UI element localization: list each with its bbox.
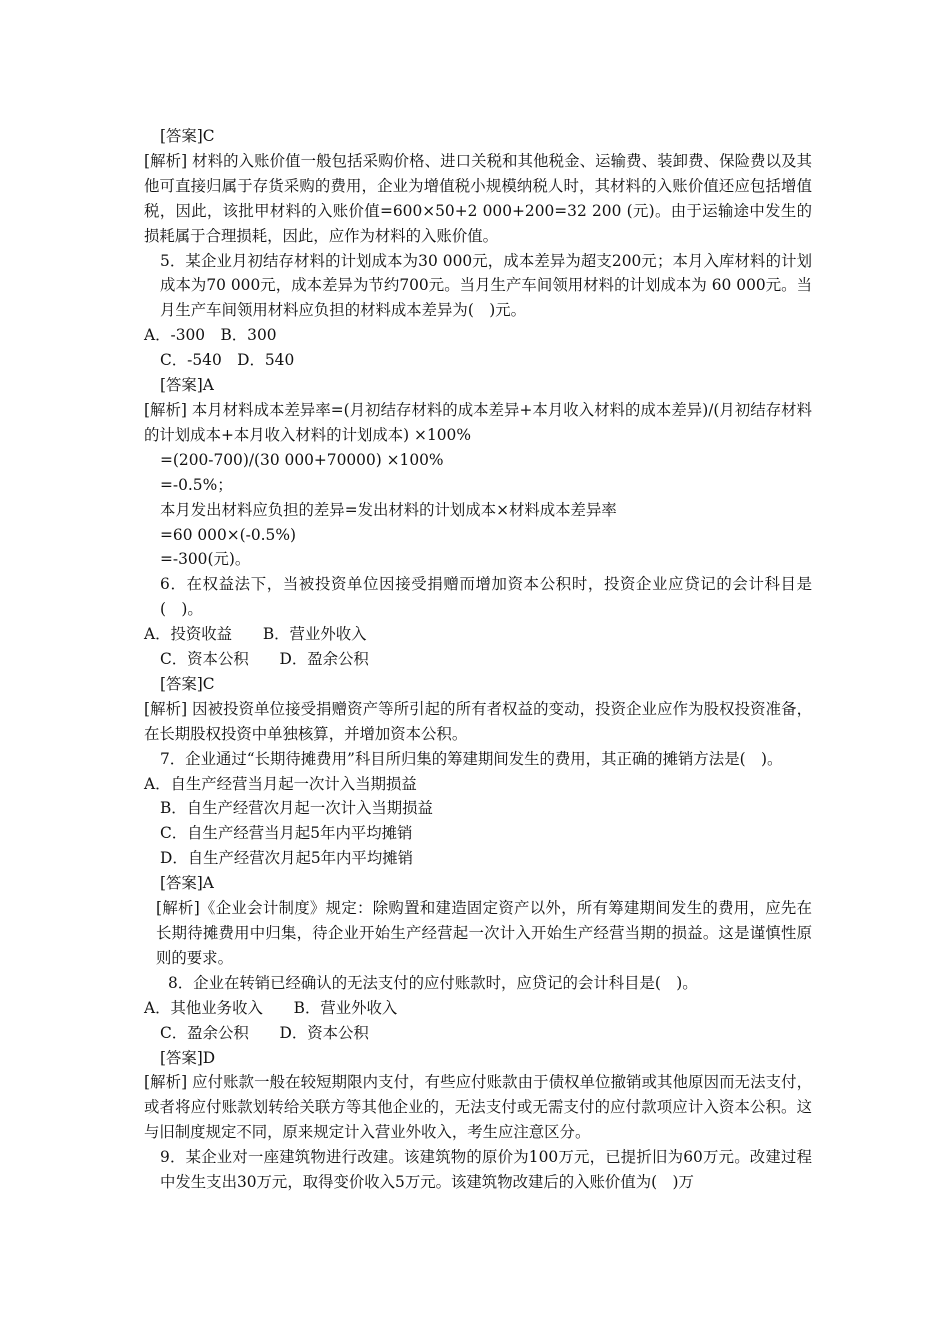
analysis-paragraph: [解析] 因被投资单位接受捐赠资产等所引起的所有者权益的变动，投资企业应作为股权投资准备，在长期股权投资中单独核算，并增加资本公积。 [144,699,812,743]
question-9: 9．某企业对一座建筑物进行改建。该建筑物的原价为100万元，已提折旧为60万元。改建过程中发生支出30万元，取得变价收入5万元。该建筑物改建后的入账价值为( )万 [160,1148,812,1192]
analysis-paragraph: [解析]《企业会计制度》规定：除购置和建造固定资产以外，所有筹建期间发生的费用，应先在长期待摊费用中归集，待企业开始生产经营起一次计入开始生产经营当期的损益。这是谨慎性原则的要求。 [156,899,812,967]
analysis-paragraph: [解析] 材料的入账价值一般包括采购价格、进口关税和其他税金、运输费、装卸费、保险费以及其他可直接归属于存货采购的费用，企业为增值税小规模纳税人时，其材料的入账价值还应包括增值税，因此，该批甲材料的入账价值=600×50+2 000+200=32 200 (元)。由于运输途中发生的损耗属于合理损耗，因此，应作为材料的入账价值。 [144,151,812,245]
option-line: C．盈余公积 D．资本公积 [160,1023,369,1042]
answer-label: [答案]A [160,874,214,893]
answer-label: [答案]A [160,376,214,395]
analysis-paragraph: [解析] 本月材料成本差异率=(月初结存材料的成本差异+本月收入材料的成本差异)/(月初结存材料的计划成本+本月收入材料的计划成本) ×100% [144,400,812,444]
document-page [144,124,812,1195]
analysis-paragraph: [解析] 应付账款一般在较短期限内支付，有些应付账款由于债权单位撤销或其他原因而无法支付，或者将应付账款划转给关联方等其他企业的，无法支付或无需支付的应付款项应计入资本公积。这与旧制度规定不同，原来规定计入营业外收入，考生应注意区分。 [144,1073,812,1142]
formula-line: =60 000×(-0.5%) [160,525,296,544]
option-line: C．自生产经营当月起5年内平均摊销 [160,824,413,843]
question-8: 8．企业在转销已经确认的无法支付的应付账款时，应贷记的会计科目是( )。 [168,973,698,992]
option-line: A．-300 B．300 [144,326,277,345]
formula-line: =-0.5%； [160,475,233,494]
option-line: B．自生产经营次月起一次计入当期损益 [160,799,433,818]
formula-line: =-300(元)。 [160,550,251,569]
answer-label: [答案]C [160,127,215,145]
option-line: C．-540 D．540 [160,351,295,370]
formula-line: 本月发出材料应负担的差异=发出材料的计划成本×材料成本差异率 [160,500,617,519]
option-line: D．自生产经营次月起5年内平均摊销 [160,849,413,868]
answer-label: [答案]D [160,1048,216,1067]
question-5: 5．某企业月初结存材料的计划成本为30 000元，成本差异为超支200元；本月入库材料的计划成本为70 000元，成本差异为节约700元。当月生产车间领用材料的计划成本为 60 000元。当月生产车间领用材料应负担的材料成本差异为( )元。 [160,251,812,320]
question-6: 6．在权益法下，当被投资单位因接受捐赠而增加资本公积时，投资企业应贷记的会计科目是( )。 [160,575,812,619]
option-line: C．资本公积 D．盈余公积 [160,650,369,669]
option-line: A．投资收益 B．营业外收入 [144,625,367,644]
option-line: A．其他业务收入 B．营业外收入 [144,998,398,1017]
answer-label: [答案]C [160,674,215,693]
formula-line: =(200-700)/(30 000+70000) ×100% [160,450,444,469]
question-7: 7．企业通过“长期待摊费用”科目所归集的筹建期间发生的费用，其正确的摊销方法是( )。 [160,749,783,768]
option-line: A．自生产经营当月起一次计入当期损益 [144,774,417,793]
